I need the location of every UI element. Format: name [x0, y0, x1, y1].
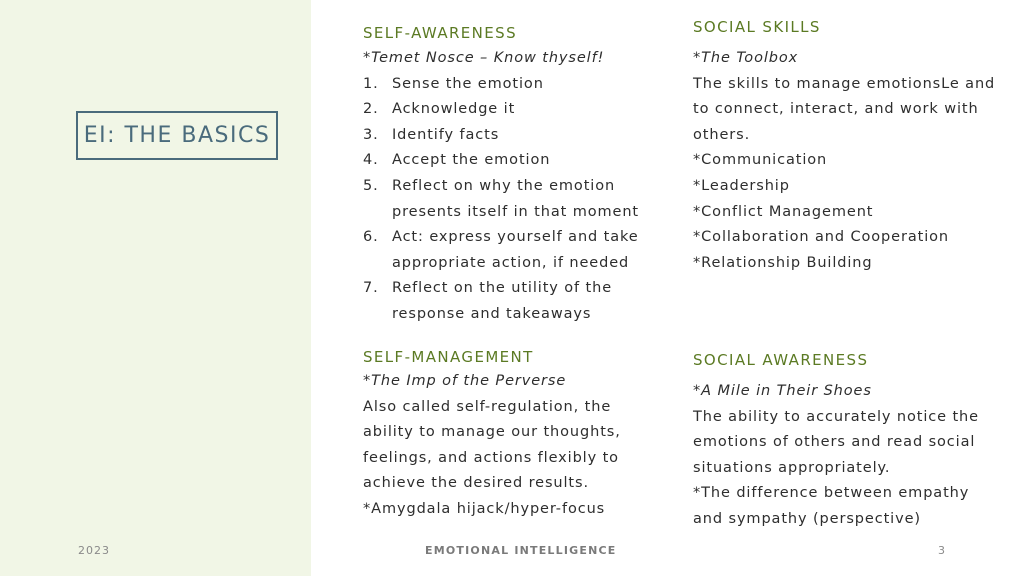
- list-number: 7.: [363, 280, 379, 297]
- social-skills-item: *Collaboration and Cooperation: [693, 229, 949, 246]
- self-management-subtitle: *The Imp of the Perverse: [363, 373, 567, 389]
- list-text: Act: express yourself and take appropriate action, if needed: [392, 229, 639, 271]
- social-awareness-body: The ability to accurately notice the emotions of others and read social situations appropriately.: [693, 408, 979, 476]
- social-skills-item: *Relationship Building: [693, 254, 873, 271]
- list-number: 4.: [363, 152, 379, 169]
- list-number: 3.: [363, 126, 379, 143]
- social-skills-section: [693, 46, 1011, 276]
- list-text: Acknowledge it: [392, 101, 516, 118]
- social-skills-subtitle: *The Toolbox: [693, 50, 799, 66]
- list-number: 5.: [363, 177, 379, 194]
- social-skills-body: The skills to manage emotionsLe and to connect, interact, and work with others.: [693, 75, 996, 143]
- slide-title: EI: THE BASICS: [83, 123, 271, 148]
- self-awareness-section: [363, 46, 663, 328]
- self-management-note: *Amygdala hijack/hyper-focus: [363, 500, 606, 517]
- social-skills-list: [693, 148, 1011, 276]
- social-awareness-section: [693, 379, 993, 533]
- list-text: Accept the emotion: [392, 152, 551, 169]
- social-skills-heading: SOCIAL SKILLS: [693, 18, 821, 36]
- self-awareness-list: [363, 72, 663, 328]
- self-awareness-item: [363, 276, 663, 327]
- social-awareness-note: *The difference between empathy and sympathy (perspective): [693, 485, 970, 527]
- list-text: Identify facts: [392, 126, 500, 143]
- self-awareness-item: [363, 225, 663, 276]
- page-number: 3: [938, 544, 946, 557]
- footer-title: EMOTIONAL INTELLIGENCE: [425, 544, 617, 557]
- footer-year: 2023: [78, 544, 110, 557]
- list-number: 6.: [363, 229, 379, 246]
- slide-title-box: [76, 111, 278, 160]
- social-awareness-subtitle: *A Mile in Their Shoes: [693, 383, 872, 399]
- list-number: 1.: [363, 75, 379, 92]
- self-management-section: [363, 369, 645, 523]
- self-management-body: Also called self-regulation, the ability to manage our thoughts, feelings, and actions flexibly to achieve the desired results.: [363, 398, 621, 492]
- self-awareness-item: [363, 72, 663, 98]
- list-text: Reflect on the utility of the response and takeaways: [392, 280, 613, 322]
- self-awareness-item: [363, 123, 663, 149]
- self-awareness-item: [363, 174, 663, 225]
- left-panel: [0, 0, 311, 576]
- social-skills-item: *Communication: [693, 152, 828, 169]
- list-text: Sense the emotion: [392, 75, 544, 92]
- self-management-heading: SELF-MANAGEMENT: [363, 348, 534, 366]
- self-awareness-heading: SELF-AWARENESS: [363, 24, 518, 42]
- list-text: Reflect on why the emotion presents itself in that moment: [392, 177, 640, 220]
- social-skills-item: *Leadership: [693, 177, 790, 194]
- social-awareness-heading: SOCIAL AWARENESS: [693, 351, 869, 369]
- self-awareness-item: [363, 97, 663, 123]
- self-awareness-subtitle: *Temet Nosce – Know thyself!: [363, 50, 605, 66]
- list-number: 2.: [363, 101, 379, 118]
- social-skills-item: *Conflict Management: [693, 203, 874, 220]
- self-awareness-item: [363, 148, 663, 174]
